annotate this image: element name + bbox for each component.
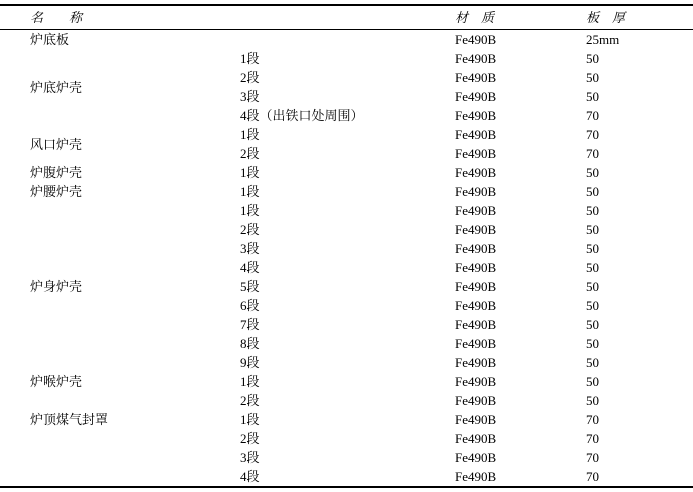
thickness-cell: 50 (586, 241, 600, 256)
segment-cell: 3段 (240, 241, 260, 256)
segment-cell: 2段 (240, 222, 260, 237)
table-row (0, 163, 693, 182)
material-cell: Fe490B (455, 146, 497, 161)
thickness-cell: 70 (586, 127, 600, 142)
thickness-cell: 50 (586, 70, 600, 85)
material-cell: Fe490B (455, 412, 497, 427)
group-name-cell: 炉底板 (30, 32, 70, 47)
header-material: 材 质 (455, 5, 586, 30)
material-cell: Fe490B (455, 374, 497, 389)
thickness-cell: 25mm (586, 32, 620, 47)
material-cell: Fe490B (455, 127, 497, 142)
segment-cell: 2段 (240, 393, 260, 408)
material-cell: Fe490B (455, 241, 497, 256)
table-row (0, 182, 693, 201)
segment-cell: 1段 (240, 184, 260, 199)
segment-cell: 3段 (240, 89, 260, 104)
group-name-cell: 炉喉炉壳 (30, 374, 83, 389)
table-row (0, 372, 693, 391)
segment-cell: 1段 (240, 51, 260, 66)
thickness-cell: 70 (586, 450, 600, 465)
thickness-cell: 50 (586, 222, 600, 237)
material-cell: Fe490B (455, 70, 497, 85)
table-row (0, 201, 693, 220)
material-cell: Fe490B (455, 298, 497, 313)
thickness-cell: 50 (586, 393, 600, 408)
segment-cell: 2段 (240, 70, 260, 85)
material-cell: Fe490B (455, 431, 497, 446)
thickness-cell: 70 (586, 146, 600, 161)
thickness-cell: 70 (586, 431, 600, 446)
table-row (0, 410, 693, 429)
segment-cell: 7段 (240, 317, 260, 332)
segment-cell (240, 30, 455, 50)
thickness-cell: 50 (586, 51, 600, 66)
segment-cell: 1段 (240, 203, 260, 218)
thickness-cell: 50 (586, 336, 600, 351)
thickness-cell: 50 (586, 203, 600, 218)
material-cell: Fe490B (455, 89, 497, 104)
thickness-cell: 70 (586, 108, 600, 123)
header-name: 名 称 (0, 5, 455, 30)
thickness-cell: 70 (586, 412, 600, 427)
material-cell: Fe490B (455, 393, 497, 408)
spec-table (0, 4, 693, 488)
material-cell: Fe490B (455, 222, 497, 237)
segment-cell: 4段 (240, 260, 260, 275)
segment-cell: 1段 (240, 412, 260, 427)
thickness-cell: 70 (586, 469, 600, 484)
material-cell: Fe490B (455, 279, 497, 294)
group-name-cell: 炉腰炉壳 (30, 184, 83, 199)
segment-cell: 1段 (240, 374, 260, 389)
thickness-cell: 50 (586, 298, 600, 313)
material-cell: Fe490B (455, 203, 497, 218)
material-cell: Fe490B (455, 450, 497, 465)
thickness-cell: 50 (586, 317, 600, 332)
thickness-cell: 50 (586, 89, 600, 104)
table-row (0, 49, 693, 68)
material-cell: Fe490B (455, 355, 497, 370)
group-name-cell: 风口炉壳 (30, 136, 83, 152)
table-row (0, 30, 693, 50)
material-cell: Fe490B (455, 165, 497, 180)
group-name-cell: 炉底炉壳 (30, 79, 83, 95)
thickness-cell: 50 (586, 374, 600, 389)
material-cell: Fe490B (455, 317, 497, 332)
table-body (0, 30, 693, 488)
segment-cell: 4段 (240, 469, 260, 484)
thickness-cell: 50 (586, 165, 600, 180)
group-name-cell: 炉腹炉壳 (30, 165, 83, 180)
thickness-cell: 50 (586, 184, 600, 199)
segment-cell: 9段 (240, 355, 260, 370)
segment-cell: 2段 (240, 431, 260, 446)
segment-cell: 1段 (240, 127, 260, 142)
thickness-cell: 50 (586, 355, 600, 370)
table-row (0, 125, 693, 144)
material-cell: Fe490B (455, 336, 497, 351)
material-cell: Fe490B (455, 260, 497, 275)
segment-cell: 8段 (240, 336, 260, 351)
segment-cell: 1段 (240, 165, 260, 180)
thickness-cell: 50 (586, 279, 600, 294)
group-name-cell: 炉身炉壳 (30, 279, 83, 294)
thickness-cell: 50 (586, 260, 600, 275)
header-thickness: 板 厚 (586, 5, 693, 30)
material-cell: Fe490B (455, 184, 497, 199)
table-header-row (0, 5, 693, 30)
segment-cell: 6段 (240, 298, 260, 313)
segment-cell: 4段（出铁口处周围） (240, 108, 364, 123)
material-cell: Fe490B (455, 32, 497, 47)
group-name-cell: 炉顶煤气封罩 (30, 412, 109, 427)
segment-cell: 5段 (240, 279, 260, 294)
segment-cell: 3段 (240, 450, 260, 465)
material-cell: Fe490B (455, 469, 497, 484)
material-cell: Fe490B (455, 108, 497, 123)
segment-cell: 2段 (240, 146, 260, 161)
material-cell: Fe490B (455, 51, 497, 66)
